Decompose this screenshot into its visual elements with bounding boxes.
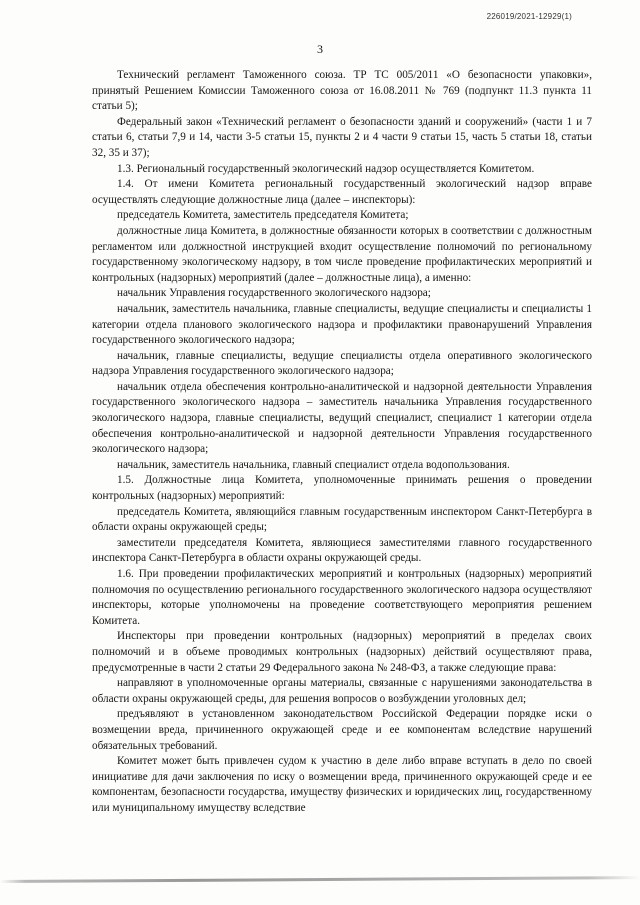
paragraph: начальник, заместитель начальника, главный специалист отдела водопользования. (117, 458, 510, 471)
paragraph: Комитет может быть привлечен судом к участию в деле либо вправе вступать в дело по своей инициативе для дачи заключения по иску о возмещении вреда, причиненного окружающей среде и ее компонентам, безопасности государства, имуществу физических и юридических лиц, государственному или муниципальному имуществу вследствие (92, 755, 592, 814)
paragraph: Федеральный закон «Технический регламент о безопасности зданий и сооружений» (части 1 и 7 статьи 6, статьи 7,9 и 14, части 3-5 статьи 15, пункты 2 и 4 части 9 статьи 15, часть 5 статьи 18, статьи 32, 35 и 37); (92, 115, 592, 159)
scan-edge-line (0, 876, 640, 883)
paragraph: начальник, заместитель начальника, главные специалисты, ведущие специалисты и специалисты 1 категории отдела планового экологического надзора и профилактики правонарушений Управления государственного экологического надзора; (92, 302, 592, 347)
page-number: 3 (317, 42, 323, 56)
paragraph: 1.6. При проведении профилактических мероприятий и контрольных (надзорных) мероприятий полномочия по осуществлению регионального государственного экологического надзора осуществляют инспекторы, которые уполномочены на проведение соответствующего мероприятия решением Комитета. (92, 568, 592, 627)
paragraph: председатель Комитета, являющийся главным государственным инспектором Санкт-Петербурга в области охраны окружающей среды; (92, 505, 592, 534)
paragraph: должностные лица Комитета, в должностные обязанности которых в соответствии с должностным регламентом или должностной инструкцией входит осуществление полномочий по региональному государственному экологическому надзору, в том числе проведение профилактических мероприятий и контрольных (надзорных) мероприятий (далее – должностные лица), а именно: (92, 224, 592, 284)
paragraph: председатель Комитета, заместитель председателя Комитета; (117, 209, 409, 222)
document-body (92, 68, 592, 817)
paragraph: начальник отдела обеспечения контрольно-аналитической и надзорной деятельности Управления государственного экологического надзора – заместитель начальника Управления государственного экологического надзора, главные специалисты, ведущий специалист, специалист 1 категории отдела обеспечения контрольно-аналитической и надзорной деятельности Управления государственного экологического надзора; (92, 380, 592, 456)
paragraph: 1.4. От имени Комитета региональный государственный экологический надзор вправе осуществлять следующие должностные лица (далее – инспекторы): (92, 178, 592, 206)
paragraph: заместители председателя Комитета, являющиеся заместителями главного государственного инспектора Санкт-Петербурга в области охраны окружающей среды. (92, 536, 592, 565)
paragraph: Инспекторы при проведении контрольных (надзорных) мероприятий в пределах своих полномочий и в объеме проводимых контрольных (надзорных) действий осуществляют права, предусмотренные в части 2 статьи 29 Федерального закона № 248-ФЗ, а также следующие права: (92, 630, 592, 674)
paragraph: Технический регламент Таможенного союза. ТР ТС 005/2011 «О безопасности упаковки», принятый Решением Комиссии Таможенного союза от 16.08.2011 № 769 (подпункт 11.3 пункта 11 статьи 5); (92, 69, 592, 113)
paragraph: 1.5. Должностные лица Комитета, уполномоченные принимать решения о проведении контрольных (надзорных) мероприятий: (92, 474, 592, 503)
paragraph: предъявляют в установленном законодательством Российской Федерации порядке иски о возмещении вреда, причиненного окружающей среде и ее компонентам вследствие нарушений обязательных требований. (92, 708, 592, 752)
paragraph: начальник Управления государственного экологического надзора; (117, 287, 431, 300)
paragraph: 1.3. Региональный государственный экологический надзор осуществляется Комитетом. (117, 162, 535, 175)
paragraph: начальник, главные специалисты, ведущие специалисты отдела оперативного экологического надзора Управления государственного экологического надзора; (92, 349, 592, 378)
paragraph: направляют в уполномоченные органы материалы, связанные с нарушениями законодательства в области охраны окружающей среды, для решения вопросов о возбуждении уголовных дел; (92, 677, 592, 705)
document-id: 226019/2021-12929(1) (486, 12, 572, 21)
